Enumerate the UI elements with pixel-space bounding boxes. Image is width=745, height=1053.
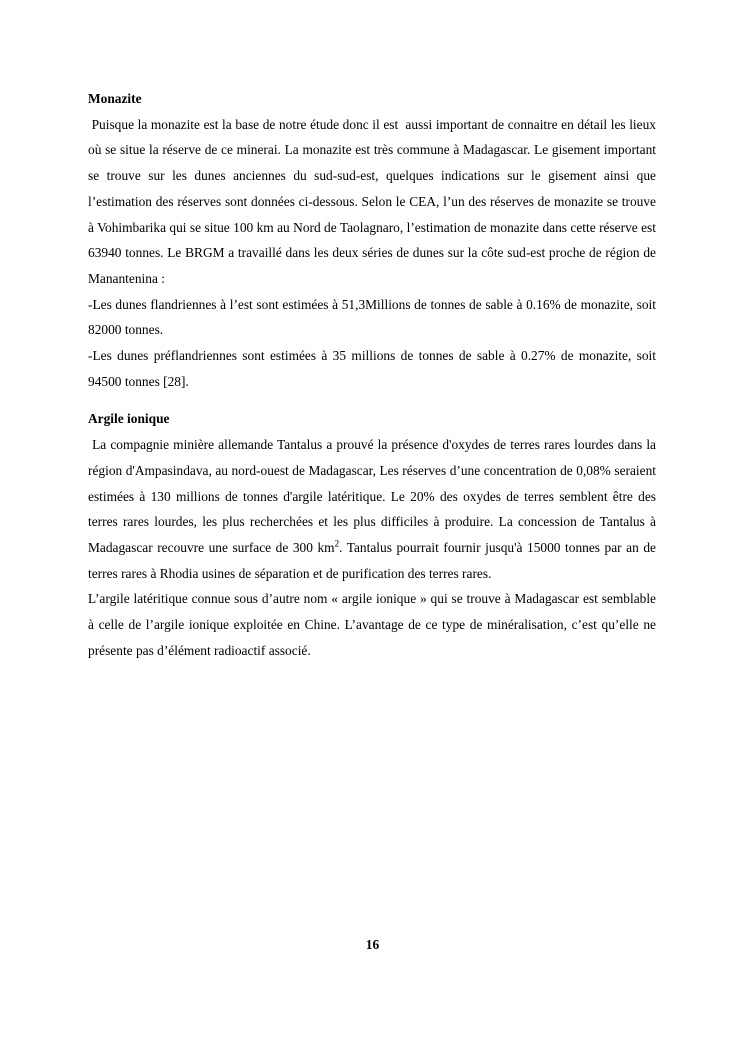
argile-paragraph-tantalus (88, 432, 660, 586)
argile-text-part-2: . Tantalus pourrait fournir jusqu'à 15000 tonnes par an de terres rares à Rhodia usines de séparation et de purification des terres rares. (88, 539, 660, 581)
page-number: 16 (365, 937, 380, 952)
monazite-paragraph-flandriennes: -Les dunes flandriennes à l’est sont estimées à 51,3Millions de tonnes de sable à 0.16% de monazite, soit 82000 tonnes. (88, 296, 656, 338)
argile-text-part-1: La compagnie minière allemande Tantalus a prouvé la présence d'oxydes de terres rares lourdes dans la région d'Ampasindava, au nord-ouest de Madagascar, Les réserves d’une concentration de 0,08% seraient estimées à 130 millions de tonnes d'argile latéritique. Le 20% des oxydes de terres semblent être des terres rares lourdes, les plus recherchées et les plus difficiles à produire. La concession de Tantalus à Madagascar recouvre une surface de 300 km (88, 437, 660, 555)
page-body (88, 86, 660, 663)
section-heading-argile-ionique: Argile ionique (88, 411, 170, 427)
section-spacer (88, 394, 656, 406)
argile-paragraph-laterite: L’argile latéritique connue sous d’autre nom « argile ionique » qui se trouve à Madagascar est semblable à celle de l’argile ionique exploitée en Chine. L’avantage de ce type de minéralisation, c’est qu’elle ne présente pas d’élément radioactif associé. (88, 591, 656, 658)
km-squared-superscript: 2 (334, 538, 340, 549)
monazite-paragraph-intro: Puisque la monazite est la base de notre étude donc il est aussi important de connaitre en détail les lieux où se situe la réserve de ce minerai. La monazite est très commune à Madagascar. Le gisement important se trouve sur les dunes anciennes du sud-sud-est, quelques indications sur le gisement ainsi que l’estimation des réserves sont données ci-dessous. Selon le CEA, l’un des réserves de monazite se trouve à Vohimbarika qui se situe 100 km au Nord de Taolagnaro, l’estimation de monazite dans cette réserve est 63940 tonnes. Le BRGM a travaillé dans les deux séries de dunes sur la côte sud-est proche de région de Manantenina : (88, 116, 660, 286)
section-heading-monazite: Monazite (88, 91, 142, 106)
monazite-paragraph-preflandriennes: -Les dunes préflandriennes sont estimées à 35 millions de tonnes de sable à 0.27% de monazite, soit 94500 tonnes [28]. (88, 348, 656, 389)
